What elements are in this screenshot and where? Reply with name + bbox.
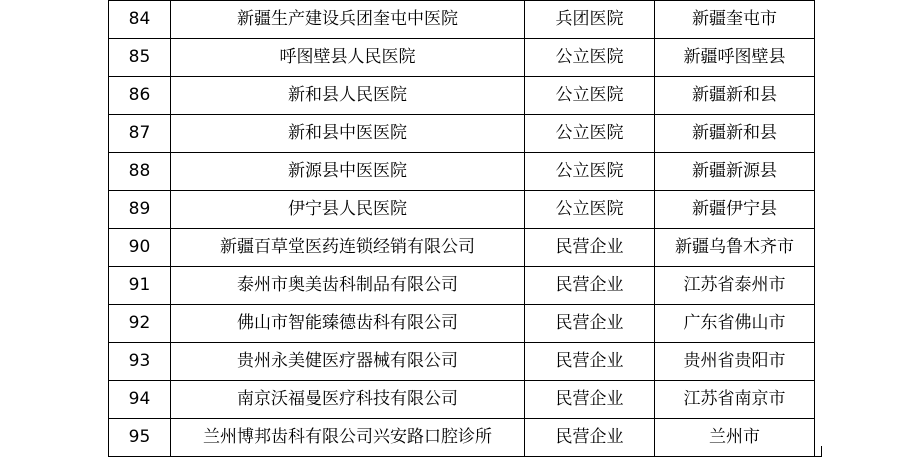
cell-region: 新疆奎屯市	[655, 1, 815, 39]
table-row	[109, 191, 815, 229]
cell-type: 民营企业	[525, 229, 655, 267]
cell-name: 呼图壁县人民医院	[171, 39, 525, 77]
cell-index: 94	[109, 381, 171, 419]
table-row	[109, 419, 815, 457]
cell-index: 89	[109, 191, 171, 229]
cell-name: 贵州永美健医疗器械有限公司	[171, 343, 525, 381]
cell-name: 泰州市奥美齿科制品有限公司	[171, 267, 525, 305]
table-container	[108, 0, 814, 457]
table-row	[109, 1, 815, 39]
cell-index: 95	[109, 419, 171, 457]
cell-region: 新疆新和县	[655, 115, 815, 153]
table-row	[109, 229, 815, 267]
cell-type: 公立医院	[525, 39, 655, 77]
cell-region: 新疆新源县	[655, 153, 815, 191]
table-row	[109, 39, 815, 77]
cell-region: 兰州市	[655, 419, 815, 457]
cell-type: 公立医院	[525, 115, 655, 153]
cell-region: 新疆呼图壁县	[655, 39, 815, 77]
cell-index: 86	[109, 77, 171, 115]
cell-type: 兵团医院	[525, 1, 655, 39]
cell-name: 新和县中医医院	[171, 115, 525, 153]
table-row	[109, 343, 815, 381]
table-row	[109, 305, 815, 343]
cell-type: 公立医院	[525, 191, 655, 229]
cell-region: 贵州省贵阳市	[655, 343, 815, 381]
table-row	[109, 381, 815, 419]
cell-name: 新源县中医医院	[171, 153, 525, 191]
cell-index: 92	[109, 305, 171, 343]
cell-type: 民营企业	[525, 267, 655, 305]
cell-name: 新疆生产建设兵团奎屯中医院	[171, 1, 525, 39]
table-body	[109, 1, 815, 457]
cell-index: 88	[109, 153, 171, 191]
cell-index: 93	[109, 343, 171, 381]
cell-name: 新疆百草堂医药连锁经销有限公司	[171, 229, 525, 267]
cell-region: 江苏省泰州市	[655, 267, 815, 305]
cell-name: 兰州博邦齿科有限公司兴安路口腔诊所	[171, 419, 525, 457]
table-row	[109, 267, 815, 305]
cell-index: 90	[109, 229, 171, 267]
cell-type: 民营企业	[525, 419, 655, 457]
cell-name: 南京沃福曼医疗科技有限公司	[171, 381, 525, 419]
cell-type: 公立医院	[525, 153, 655, 191]
cell-region: 新疆乌鲁木齐市	[655, 229, 815, 267]
cell-index: 91	[109, 267, 171, 305]
cell-name: 新和县人民医院	[171, 77, 525, 115]
table-row	[109, 115, 815, 153]
cell-index: 84	[109, 1, 171, 39]
cell-index: 87	[109, 115, 171, 153]
table-row	[109, 153, 815, 191]
hospital-list-table	[108, 0, 815, 457]
cell-type: 民营企业	[525, 381, 655, 419]
cell-name: 伊宁县人民医院	[171, 191, 525, 229]
cell-region: 新疆新和县	[655, 77, 815, 115]
cell-type: 民营企业	[525, 305, 655, 343]
cell-index: 85	[109, 39, 171, 77]
page-corner-mark	[811, 446, 822, 457]
cell-name: 佛山市智能臻德齿科有限公司	[171, 305, 525, 343]
table-row	[109, 77, 815, 115]
cell-region: 江苏省南京市	[655, 381, 815, 419]
cell-region: 新疆伊宁县	[655, 191, 815, 229]
cell-type: 公立医院	[525, 77, 655, 115]
cell-region: 广东省佛山市	[655, 305, 815, 343]
cell-type: 民营企业	[525, 343, 655, 381]
